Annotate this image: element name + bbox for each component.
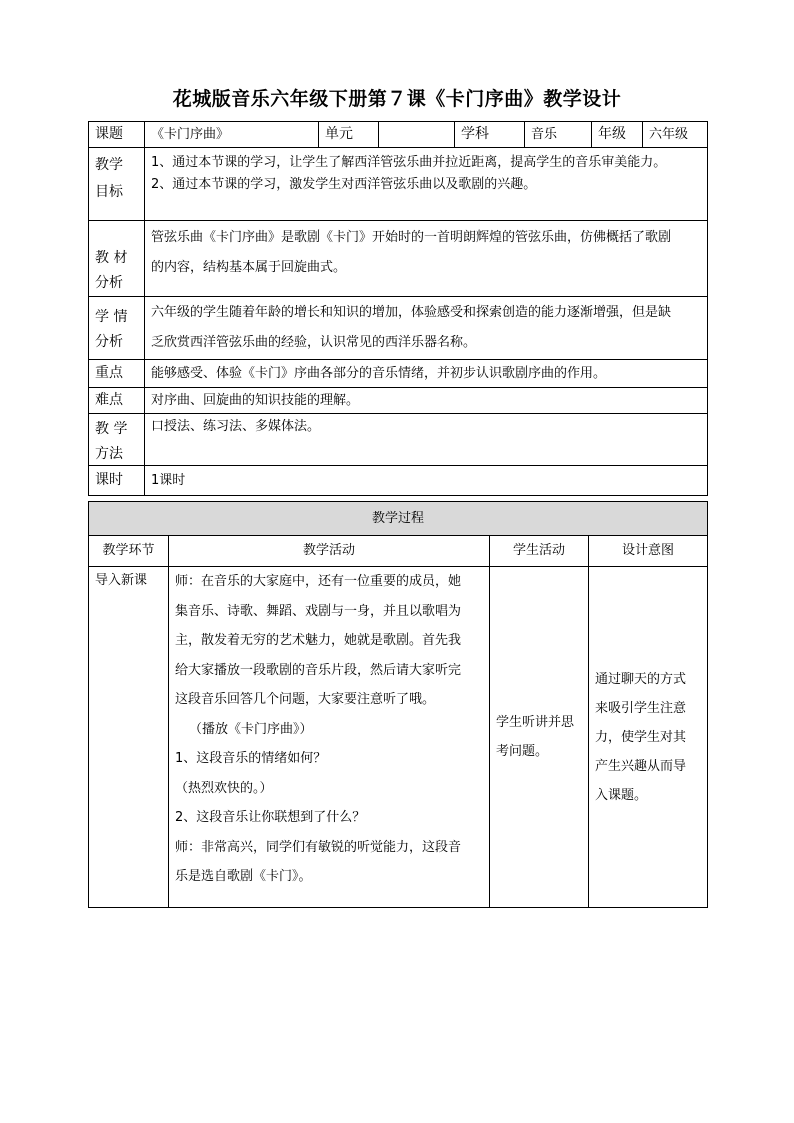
activity-line: 主，散发着无穷的艺术魅力，她就是歌剧。首先我 [175,633,462,648]
goal-item: 1、通过本节课的学习，让学生了解西洋管弦乐曲并拉近距离，提高学生的音乐审美能力。 [151,155,667,170]
unit-label: 单元 [319,122,379,148]
method-label-line: 教 学 [95,421,128,437]
column-header: 教学环节 [89,536,169,567]
key-label: 重点 [89,360,145,388]
grade-label: 年级 [592,122,643,148]
course-value: 《卡门序曲》 [145,122,319,148]
document-title: 花城版音乐六年级下册第７课《卡门序曲》教学设计 [172,88,622,110]
student-label-line: 学 情 [95,309,128,325]
course-label: 课题 [89,122,145,148]
material-label-line: 教 材 [95,249,128,266]
intent-line: 来吸引学生注意 [595,700,687,716]
activity-line: 2、这段音乐让你联想到了什么？ [175,810,366,825]
intent-line: 通过聊天的方式 [595,671,687,687]
activity-line: 乐是选自歌剧《卡门》。 [175,869,312,884]
student-line: 乏欣赏西洋管弦乐曲的经验，认识常见的西洋乐器名称。 [151,335,477,350]
stage-cell: 导入新课 [89,567,169,908]
student-analysis-content [145,297,708,360]
goals-label [89,148,145,221]
design-intent-cell [589,567,708,908]
column-header: 学生活动 [490,536,589,567]
goals-content [145,148,708,221]
intent-line: 入课题。 [595,787,648,803]
teaching-process-table [88,501,708,908]
method-label [89,414,145,466]
unit-value [379,122,455,148]
student-line: 六年级的学生随着年龄的增长和知识的增加，体验感受和探索创造的能力逐渐增强，但是缺 [151,305,672,320]
activity-line: 师：在音乐的大家庭中，还有一位重要的成员，她 [175,574,462,589]
key-value: 能够感受、体验《卡门》序曲各部分的音乐情绪，并初步认识歌剧序曲的作用。 [145,360,708,388]
method-value: 口授法、练习法、多媒体法。 [145,414,708,466]
material-label [89,221,145,297]
difficulty-label: 难点 [89,388,145,414]
student-activity-line: 考问题。 [496,744,549,759]
goals-label-line: 目标 [95,184,123,200]
goals-label-line: 教学 [95,157,123,173]
student-activity-cell [490,567,589,908]
goal-item: 2、通过本节课的学习，激发学生对西洋管弦乐曲以及歌剧的兴趣。 [151,177,537,192]
subject-value: 音乐 [525,122,592,148]
column-header: 教学活动 [169,536,490,567]
material-line: 的内容，结构基本属于回旋曲式。 [151,260,347,275]
intent-line: 产生兴趣从而导 [595,758,687,774]
difficulty-value: 对序曲、回旋曲的知识技能的理解。 [145,388,708,414]
material-label-line: 分析 [95,274,123,291]
activity-line: 给大家播放一段歌剧的音乐片段，然后请大家听完 [175,662,462,678]
activity-cell [169,567,490,908]
student-analysis-label [89,297,145,360]
column-header: 设计意图 [589,536,708,567]
material-content [145,221,708,297]
student-activity-line: 学生听讲并思 [496,715,575,730]
activity-line: 师：非常高兴，同学们有敏锐的听觉能力，这段音 [175,839,462,855]
student-label-line: 分析 [95,334,123,350]
hours-value: 1课时 [145,466,708,496]
intent-line: 力，使学生对其 [595,729,687,745]
subject-label: 学科 [455,122,525,148]
lesson-info-table [88,121,708,496]
activity-line: 这段音乐回答几个问题，大家要注意听了哦。 [175,692,436,707]
material-line: 管弦乐曲《卡门序曲》是歌剧《卡门》开始时的一首明朗辉煌的管弦乐曲，仿佛概括了歌剧 [151,230,672,245]
activity-line: 1、这段音乐的情绪如何？ [175,751,327,766]
hours-label: 课时 [89,466,145,496]
activity-line: （播放《卡门序曲》） [189,721,313,737]
activity-line: 集音乐、诗歌、舞蹈、戏剧与一身，并且以歌唱为 [175,603,462,619]
grade-value: 六年级 [643,122,708,148]
activity-line: （热烈欢快的。） [175,780,273,796]
method-label-line: 方法 [95,446,123,462]
process-section-title: 教学过程 [89,502,708,536]
